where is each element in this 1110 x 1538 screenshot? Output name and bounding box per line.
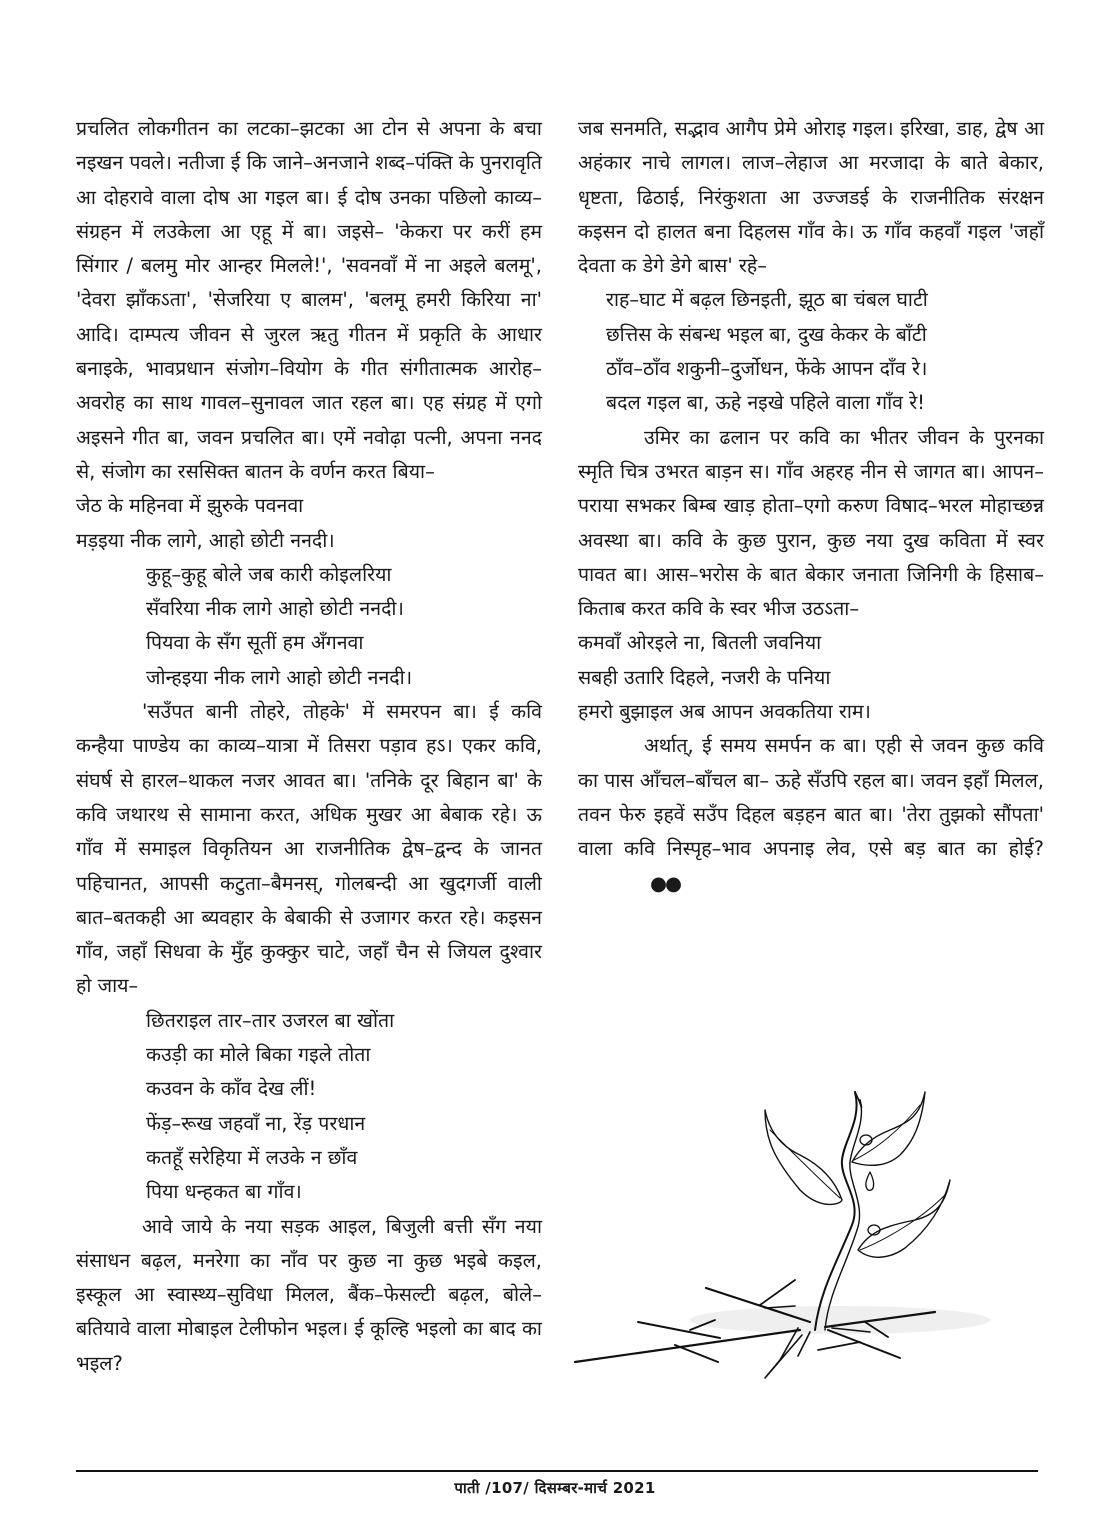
verse-block — [76, 1004, 542, 1210]
paragraph — [578, 729, 1044, 900]
paragraph-text: अर्थात्, ई समय समर्पन क बा। एही से जवन कुछ कवि का पास आँचल–बाँचल बा– ऊहे सँउपि रहल बा। जवन इहाँ मिलल, तवन फेरु इहवें सउँप दिहल बड़हन बात बा। 'तेरा तुझको सौंपता' वाला कवि निस्पृह–भाव अपनाइ लेव, एसे बड़ बात का होई? — [578, 734, 1044, 861]
verse-line: जोन्हइया नीक लागे आहो छोटी ननदी। — [146, 665, 413, 689]
paragraph: प्रचलित लोकगीतन का लटका–झटका आ टोन से अपना के बचा नइखन पवले। नतीजा ई कि जाने–अनजाने शब्द–पंक्ति के पुनरावृति आ दोहरावे वाला दोष आ गइल बा। ई दोष उनका पछिलो काव्य–संग्रहन में लउकेला आ एहू में बा। जइसे– 'केकरा पर करीं हम सिंगार / बलमु मोर आन्हर मिलले!', 'सवनवाँ में ना अइले बलमू', 'देवरा झाँकऽता', 'सेजरिया ए बालम', 'बलमू हमरी किरिया ना' आदि। दाम्पत्य जीवन से जुरल ऋतु गीतन में प्रकृति के आधार बनाइके, भावप्रधान संजोग–वियोग के गीत संगीतात्मक आरोह–अवरोह का साथ गावल–सुनावल जात रहल बा। एह संग्रह में एगो अइसने गीत बा, जवन प्रचलित बा। एमें नवोढ़ा पत्नी, अपना ननद से, संजोग का रससिक्त बातन के वर्णन करत बिया– — [76, 117, 543, 483]
verse-line: छितराइल तार–तार उजरल बा खोंता — [146, 1008, 395, 1032]
verse-block — [76, 489, 542, 558]
verse-block — [76, 558, 542, 695]
verse-line: राह–घाट में बढ़ल छिनइती, झूठ बा चंबल घाटी — [606, 288, 928, 312]
verse-line: बदल गइल बा, ऊहे नइखे पहिले वाला गाँव रे! — [606, 391, 925, 415]
verse-line: कुहू–कुहू बोले जब कारी कोइलरिया — [146, 562, 392, 586]
verse-line: ठाँव–ठाँव शकुनी–दुर्जोधन, फेंके आपन दाँव रे। — [606, 357, 928, 381]
end-mark: ●● — [650, 871, 681, 895]
paragraph: जब सनमति, सद्भाव आगैप प्रेमे ओराइ गइल। इरिखा, डाह, द्वेष आ अहंकार नाचे लागल। लाज–लेहाज आ मरजादा के बाते बेकार, धृष्टता, ढिठाई, निरंकुशता आ उज्जडई के राजनीतिक संरक्षन कइसन दो हालत बना दिहलस गाँव के। ऊ गाँव कहवाँ गइल 'जहाँ देवता क डेगे डेगे बास' रहे– — [578, 117, 1044, 278]
verse-line: पिया धन्हकत बा गाँव। — [146, 1180, 302, 1204]
page-footer: पाती /107/ दिसम्बर-मार्च 2021 — [454, 1479, 656, 1497]
paragraph: आवे जाये के नया सड़क आइल, बिजुली बत्ती सँग नया संसाधन बढ़ल, मनरेगा का नाँव पर कुछ ना कुछ भइबे कइल, इस्कूल आ स्वास्थ्य–सुविधा मिलल, बैंक–फेसल्टी बढ़ल, बोले–बतियावे वाला मोबाइल टेलीफोन भइल। ई कूल्हि भइलो का बाद का भइल? — [76, 1214, 542, 1375]
left-column — [76, 112, 542, 1381]
verse-line: सबही उतारि दिहले, नजरी के पनिया — [578, 665, 831, 689]
verse-line: कउवन के काँव देख लीं! — [146, 1077, 317, 1101]
verse-line: हमरो बुझाइल अब आपन अवकतिया राम। — [578, 700, 871, 724]
verse-line: छत्तिस के संबन्ध भइल बा, दुख केकर के बाँटी — [606, 322, 927, 346]
right-column — [578, 112, 1044, 901]
paragraph: उमिर का ढलान पर कवि का भीतर जीवन के पुरनका स्मृति चित्र उभरत बाड़न स। गाँव अहरह नीन से जागत बा। आपन–पराया सभकर बिम्ब खाड़ होता–एगो करुण विषाद–भरल मोहाच्छन्न अवस्था बा। कवि के कुछ पुरान, कुछ नया दुख कविता में स्वर पावत बा। आस–भरोस के बात बेकार जनाता जिनिगी के हिसाब–किताब करत कवि के स्वर भीज उठऽता– — [578, 425, 1044, 621]
verse-line: सँवरिया नीक लागे आहो छोटी ननदी। — [146, 597, 404, 621]
paragraph: 'सउँपत बानी तोहरे, तोहके' में समरपन बा। ई कवि कन्हैया पाण्डेय का काव्य–यात्रा में तिसरा पड़ाव हऽ। एकर कवि, संघर्ष से हारल–थाकल नजर आवत बा। 'तनिके दूर बिहान बा' के कवि जथारथ से सामाना करत, अधिक मुखर आ बेबाक रहे। ऊ गाँव में समाइल विकृतियन आ राजनीतिक द्वेष–द्वन्द के जानत पहिचानत, आपसी कटुता–बैमनस्, गोलबन्दी आ खुदगर्जी वाली बात–बतकही आ ब्यवहार के बेबाकी से उजागर करत रहे। कइसन गाँव, जहाँ सिधवा के मुँह कुक्कुर चाटे, जहाँ चैन से जियल दुश्वार हो जाय– — [76, 700, 542, 998]
verse-line: फेंड़–रूख जहवाँ ना, रेंड़ परधान — [146, 1111, 366, 1135]
verse-block — [578, 283, 1044, 420]
verse-line: मड़इया नीक लागे, आहो छोटी ननदी। — [76, 528, 335, 552]
footer-rule — [76, 1470, 1038, 1472]
verse-line: पियवा के सँग सूतीं हम अँगनवा — [146, 631, 364, 655]
plant-sprout-through-cracked-ground-icon — [570, 1060, 1050, 1390]
verse-line: कतहूँ सरेहिया में लउके न छाँव — [146, 1145, 358, 1169]
verse-line: कउड़ी का मोले बिका गइले तोता — [146, 1043, 371, 1067]
verse-block — [578, 626, 1044, 729]
verse-line: कमवाँ ओरइले ना, बितली जवनिया — [578, 631, 822, 655]
verse-line: जेठ के महिनवा में झुरुके पवनवा — [76, 494, 304, 518]
